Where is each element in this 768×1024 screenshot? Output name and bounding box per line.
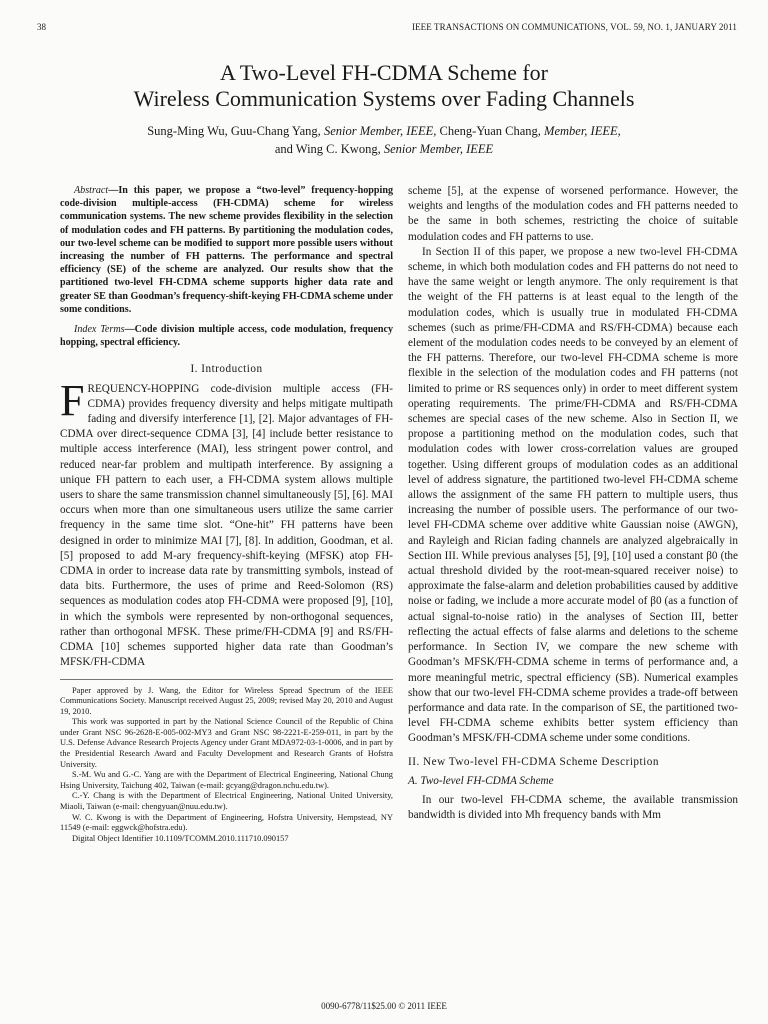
author-3-role: Member, IEEE, <box>544 124 621 138</box>
footnote-editor: Paper approved by J. Wang, the Editor for Wireless Spread Spectrum of the IEEE Communications Society. Manuscript received August 25, 2009; revised May 20, 2010 and August 19, 2010. <box>60 685 393 716</box>
abstract-text: —In this paper, we propose a “two-level” frequency-hopping code-division multiple-access (FH-CDMA) scheme for wireless communication systems. The new scheme provides flexibility in the selection of modulation codes and FH patterns. By partitioning the modulation codes, our two-level scheme can be modified to support more possible users without increasing the number of FH patterns. The performance and spectral efficiency (SE) of the scheme are analyzed. Our results show that the partitioned two-level FH-CDMA scheme supports higher data rate and greater SE than Goodman’s frequency-shift-keying FH-CDMA scheme under some conditions. <box>60 185 393 315</box>
copyright-footer: 0090-6778/11$25.00 © 2011 IEEE <box>321 1001 447 1011</box>
title-line-1: A Two-Level FH-CDMA Scheme for <box>219 60 548 85</box>
footnote-affiliation-2: C.-Y. Chang is with the Department of Electrical Engineering, National United University, Miaoli, Taiwan (e-mail: chengyuan@nuu.edu.tw). <box>60 791 393 812</box>
right-column <box>408 184 738 823</box>
author-2: Guu-Chang Yang, <box>230 124 324 138</box>
index-terms-label: Index Terms <box>74 324 125 336</box>
author-3: Cheng-Yuan Chang, <box>436 124 545 138</box>
author-2-role: Senior Member, IEEE, <box>323 124 437 138</box>
left-column <box>60 184 393 844</box>
footnote-affiliation-3: W. C. Kwong is with the Department of Engineering, Hofstra University, Hempstead, NY 11549 (e-mail: eggwck@hofstra.edu). <box>60 812 393 833</box>
intro-paragraph-3: In Section II of this paper, we propose a new two-level FH-CDMA scheme, in which both modulation codes and FH patterns do not need to have the same weight or length anymore. The only requirement is that the weight of the FH patterns is at least equal to the length of the modulation codes, which is usually true in modulated FH-CDMA schemes (such as prime/FH-CDMA and RS/FH-CDMA) because each element of the modulation codes needs to be conveyed by an element of the FH patterns. Therefore, our two-level FH-CDMA scheme is more flexible in the selection of the modulation codes and FH patterns (not limited to prime or RS sequences only) in order to meet different system operating requirements. The prime/FH-CDMA and RS/FH-CDMA schemes are special cases of the new scheme. Also in Section II, we propose a partitioning method on the modulation codes, such that modulation codes with lower cross-correlation values are grouped together. Using different groups of modulation codes as an additional level of address signature, the partitioned two-level FH-CDMA scheme allows the assignment of the same FH pattern to multiple users, thus increasing the number of possible users. The performance of our two-level FH-CDMA scheme over additive white Gaussian noise (AWGN), and Rayleigh and Rician fading channels are analyzed algebraically in Section III. While previous analyses [5], [9], [10] used a constant β0 (the actual threshold divided by the root-mean-squared receiver noise) to approximate the false-alarm and deletion probabilities caused by additive noise or fading, we include a more accurate model of β0 (as a function of actual signal-to-noise ratio) in the analyses of Section III, better reflecting the actual effects of false alarms and deletions to the scheme performance. In Section IV, we compare the new scheme with Goodman’s MFSK/FH-CDMA scheme in terms of performance and, a more meaningful metric, spectral efficiency (SB). Numerical examples show that our two-level FH-CDMA scheme provides a trade-off between performance and data rate. In the comparison of SE, the partitioned two-level FH-CDMA scheme exhibits better system efficiency than Goodman’s MFSK/FH-CDMA scheme under some conditions. <box>408 245 738 745</box>
abstract-label: Abstract <box>74 185 109 196</box>
drop-cap: F <box>60 375 85 425</box>
title-block <box>40 60 728 158</box>
intro-paragraph-1 <box>60 375 393 671</box>
footnote-funding: This work was supported in part by the National Science Council of the Republic of China under Grant NSC 96-2628-E-005-002-MY3 and Grant NSC 98-2221-E-259-011, in part by the U.S. Defense Advance Research Projects Agency under Grant MDA972-03-1-0006, and in part by the Presidential Research Award and Faculty Development and Research Grants of Hofstra University. <box>60 717 393 769</box>
paper-title <box>40 60 728 112</box>
footnotes <box>60 679 393 845</box>
author-list <box>40 122 728 158</box>
journal-header: IEEE TRANSACTIONS ON COMMUNICATIONS, VOL. 59, NO. 1, JANUARY 2011 <box>411 22 737 32</box>
title-line-2: Wireless Communication Systems over Fading Channels <box>133 86 635 111</box>
section-1-heading: I. Introduction <box>190 363 263 376</box>
subsection-heading: A. Two-level FH-CDMA Scheme <box>408 774 554 787</box>
index-terms-text: —Code division multiple access, code modulation, frequency hopping, spectral efficiency. <box>60 324 393 349</box>
section-2-heading: II. New Two-level FH-CDMA Scheme Description <box>408 755 659 768</box>
footnote-doi: Digital Object Identifier 10.1109/TCOMM.2010.111710.090157 <box>72 833 289 843</box>
author-4-role: Senior Member, IEEE <box>383 142 494 156</box>
page-number: 38 <box>37 22 46 32</box>
author-4: and Wing C. Kwong, <box>274 142 384 156</box>
author-1: Sung-Ming Wu, <box>147 124 231 138</box>
intro-paragraph-1-text: REQUENCY-HOPPING code-division multiple access (FH-CDMA) provides frequency diversity and helps mitigate multipath fading and diversify interference [1], [2]. Major advantages of FH-CDMA over direct-sequence CDMA [3], [4] include better resistance to multiple access interference (MAI), less stringent power control, and reduced near-far problem and multipath interference. By assigning a unique FH pattern to each user, a FH-CDMA system allows multiple users to share the same transmission channel simultaneously [5], [6]. MAI occurs when more than one simultaneous users utilize the same carrier frequency in the same time slot. “One-hit” FH patterns have been designed in order to minimize MAI [7], [8]. In addition, Goodman, et al. [5] proposed to add M-ary frequency-shift-keying (MFSK) atop FH-CDMA in order to increase data rate by transmitting symbols, instead of data bits. Furthermore, the uses of prime and Reed-Solomon (RS) sequences as modulation codes atop FH-CDMA were proposed [9], [10], in which the symbols were represented by non-orthogonal sequences, rather than orthogonal MFSK. These prime/FH-CDMA [9] and RS/FH-CDMA [10] schemes supported higher data rate than Goodman’s MFSK/FH-CDMA <box>60 382 393 669</box>
abstract <box>60 184 393 316</box>
intro-paragraph-2: scheme [5], at the expense of worsened performance. However, the weights and lengths of the modulation codes and FH patterns needed to be the same in both schemes, restricting the choice of suitable modulation codes and FH patterns to use. <box>408 185 738 243</box>
footnote-affiliation-1: S.-M. Wu and G.-C. Yang are with the Department of Electrical Engineering, National Chung Hsing University, Taichung 402, Taiwan (e-mail: gcyang@dragon.nchu.edu.tw). <box>60 770 393 790</box>
section-2-paragraph-1: In our two-level FH-CDMA scheme, the available transmission bandwidth is divided into Mh frequency bands with Mm <box>408 793 738 822</box>
index-terms <box>60 323 393 349</box>
